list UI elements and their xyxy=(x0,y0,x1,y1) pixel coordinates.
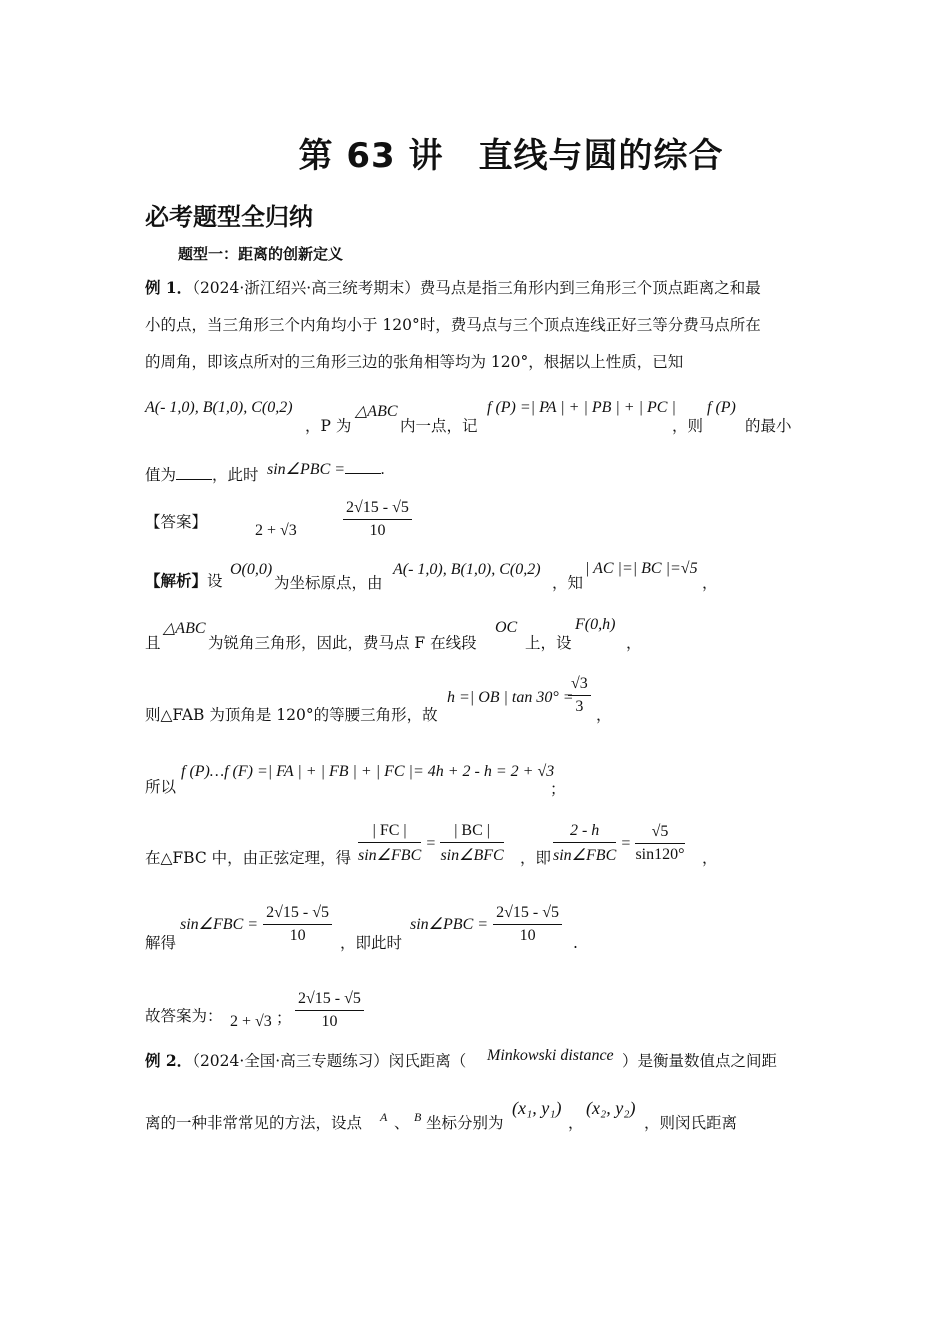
ex1-line3: 的周角，即该点所对的三角形三边的张角相等均为 120°，根据以上性质，已知 xyxy=(145,353,684,371)
analysis-line6c: . xyxy=(573,934,578,952)
answer-1: 2 + √3 xyxy=(255,522,297,539)
ex1-min: 的最小 xyxy=(745,417,792,435)
ex2-dun: 、 xyxy=(394,1114,410,1132)
analysis-final-1: 2 + √3 xyxy=(230,1013,272,1030)
analysis-line6b: ，即此时 xyxy=(340,934,403,952)
ex1-points: A(- 1,0), B(1,0), C(0,2) xyxy=(145,399,293,416)
analysis-line1c: ，知 xyxy=(552,574,584,592)
analysis-line2d: ， xyxy=(626,634,642,652)
ex1-triangle: △ABC xyxy=(355,403,398,420)
analysis-f: F(0,h) xyxy=(575,616,616,633)
analysis-line6a: 解得 xyxy=(145,934,177,952)
analysis-h-frac: $\frac{√3}{3}$ xyxy=(568,675,591,716)
ex2-line2c: ，则闵氏距离 xyxy=(644,1114,738,1132)
answer-2: $\frac{2√15 - √5}{10}$ xyxy=(343,499,412,540)
analysis-triangle: △ABC xyxy=(163,620,206,637)
ex2-point2: (x₂, y₂) xyxy=(586,1098,636,1118)
ex1-line2: 小的点，当三角形三个内角均小于 120°时，费马点与三个顶点连线正好三等分费马点所在 xyxy=(145,316,761,334)
ex2-label: 例 2． xyxy=(145,1051,193,1070)
ex1-inner: 内一点，记 xyxy=(400,417,478,435)
subsection-heading: 题型一：距离的创新定义 xyxy=(178,245,344,263)
analysis-line1d: ， xyxy=(702,574,718,592)
ex1-sin-pbc: sin∠PBC = . xyxy=(267,461,386,478)
analysis-equation: $\frac{2 - h}{\text{sin∠FBC}}$ = $\frac{√5}{\sin 120^\circ}$ xyxy=(553,822,685,864)
blank-2 xyxy=(345,459,381,474)
ex2-point-a: A xyxy=(380,1110,388,1124)
analysis-line5b: ，即 xyxy=(520,849,552,867)
analysis-line2c: 上，设 xyxy=(525,634,572,652)
analysis-line5c: ， xyxy=(702,849,718,867)
analysis-ac-bc: | AC |=| BC |=√5 xyxy=(585,560,698,577)
ex1-value-line: 值为 ，此时 xyxy=(145,466,259,484)
answer-label: 【答案】 xyxy=(145,513,208,531)
analysis-line7b: ； xyxy=(276,1009,292,1027)
ex2-point-b: B xyxy=(414,1110,422,1124)
ex1-label: 例 1． xyxy=(145,278,193,297)
analysis-line1a: 【解析】设 xyxy=(145,571,223,590)
ex2-point1: (x₁, y₁) xyxy=(512,1098,562,1118)
analysis-label: 【解析】 xyxy=(145,571,208,590)
ex2-line2a: 离的一种非常常见的方法，设点 xyxy=(145,1114,363,1132)
analysis-line2a: 且 xyxy=(145,634,161,652)
analysis-final-2: $\frac{2√15 - √5}{10}$ xyxy=(295,990,364,1031)
ex1-then: ，则 xyxy=(672,417,704,435)
analysis-line4b: ； xyxy=(550,780,566,798)
analysis-line1b: 为坐标原点，由 xyxy=(274,574,383,592)
ex1-p-text: ，P 为 xyxy=(305,417,352,435)
blank-1 xyxy=(176,465,212,480)
analysis-points: A(- 1,0), B(1,0), C(0,2) xyxy=(393,561,541,578)
ex2-comma: ， xyxy=(568,1114,584,1132)
analysis-line3b: ， xyxy=(596,706,612,724)
analysis-line5a: 在△FBC 中，由正弦定理，得 xyxy=(145,849,352,867)
analysis-sine-law: $\frac{| FC |}{\text{sin∠FBC}}$ = $\frac{| BC |}{\text{sin∠BFC}}$ xyxy=(358,822,504,864)
ex1-line1: 例 1．（2024·浙江绍兴·高三统考期末）费马点是指三角形内到三角形三个顶点距离之和最 xyxy=(145,278,761,297)
page-title: 第 63 讲 直线与圆的综合 xyxy=(298,136,724,176)
analysis-h: h =| OB | tan 30° = xyxy=(447,689,574,706)
ex2-minkowski: Minkowski distance xyxy=(487,1047,614,1064)
analysis-line7a: 故答案为： xyxy=(145,1007,223,1025)
section-heading: 必考题型全归纳 xyxy=(145,203,313,231)
ex2-line1b: ）是衡量数值点之间距 xyxy=(622,1052,778,1070)
analysis-fmin: f (P)…f (F) =| FA | + | FB | + | FC |= 4h + 2 - h = 2 + √3 xyxy=(181,763,555,780)
analysis-line3a: 则△FAB 为顶角是 120°的等腰三角形，故 xyxy=(145,706,438,724)
ex2-line1a: 例 2．（2024·全国·高三专题练习）闵氏距离（ xyxy=(145,1051,467,1070)
analysis-result-pbc: sin∠PBC = $\frac{2√15 - √5}{10}$ xyxy=(410,904,562,945)
ex1-f-definition: f (P) =| PA | + | PB | + | PC | xyxy=(487,399,676,416)
analysis-result-fbc: sin∠FBC = $\frac{2√15 - √5}{10}$ xyxy=(180,904,332,945)
ex1-fp: f (P) xyxy=(707,399,736,416)
analysis-line4a: 所以 xyxy=(145,778,177,796)
ex2-line2b: 坐标分别为 xyxy=(426,1114,504,1132)
analysis-line2b: 为锐角三角形，因此，费马点 F 在线段 xyxy=(208,634,477,652)
analysis-origin: O(0,0) xyxy=(230,561,273,578)
analysis-oc: OC xyxy=(495,619,518,636)
